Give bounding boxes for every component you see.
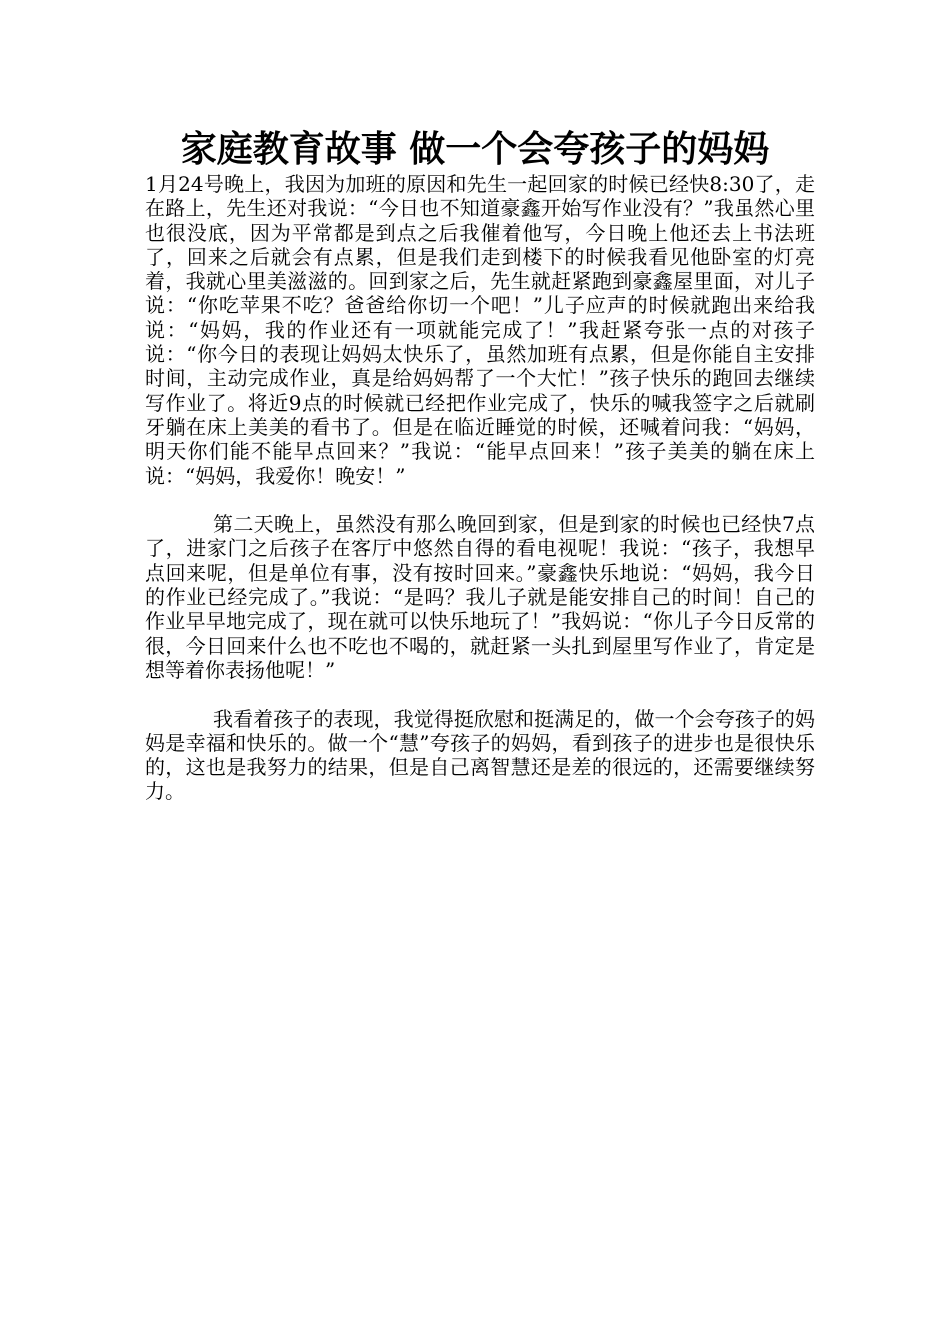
document-body: [145, 172, 815, 804]
document-title: 家庭教育故事 做一个会夸孩子的妈妈: [180, 129, 770, 170]
paragraph-spacer: [145, 488, 815, 512]
paragraph-2: 第二天晚上，虽然没有那么晚回到家，但是到家的时候也已经快7点了，进家门之后孩子在客厅中悠然自得的看电视呢！我说：“孩子，我想早点回来呢，但是单位有事，没有按时回来。”豪鑫快乐地说：“妈妈，我今日的作业已经完成了。”我说：“是吗？我儿子就是能安排自己的时间！自己的作业早早地完成了，现在就可以快乐地玩了！”我妈说：“你儿子今日反常的很，今日回来什么也不吃也不喝的，就赶紧一头扎到屋里写作业了，肯定是想等着你表扬他呢！”: [145, 512, 815, 682]
paragraph-1: 1月24号晚上，我因为加班的原因和先生一起回家的时候已经快8:30了，走在路上，先生还对我说：“今日也不知道豪鑫开始写作业没有？”我虽然心里也很没底，因为平常都是到点之后我催着他写，今日晚上他还去上书法班了，回来之后就会有点累，但是我们走到楼下的时候我看见他卧室的灯亮着，我就心里美滋滋的。回到家之后，先生就赶紧跑到豪鑫屋里面，对儿子说：“你吃苹果不吃？爸爸给你切一个吧！”儿子应声的时候就跑出来给我说：“妈妈，我的作业还有一项就能完成了！”我赶紧夸张一点的对孩子说：“你今日的表现让妈妈太快乐了，虽然加班有点累，但是你能自主安排时间，主动完成作业，真是给妈妈帮了一个大忙！”孩子快乐的跑回去继续写作业了。将近9点的时候就已经把作业完成了，快乐的喊我签字之后就刷牙躺在床上美美的看书了。但是在临近睡觉的时候，还喊着问我：“妈妈，明天你们能不能早点回来？”我说：“能早点回来！”孩子美美的躺在床上说：“妈妈，我爱你！晚安！”: [145, 172, 815, 488]
paragraph-3: 我看着孩子的表现，我觉得挺欣慰和挺满足的，做一个会夸孩子的妈妈是幸福和快乐的。做一个“慧”夸孩子的妈妈，看到孩子的进步也是很快乐的，这也是我努力的结果，但是自己离智慧还是差的很远的，还需要继续努力。: [145, 706, 815, 804]
paragraph-spacer: [145, 682, 815, 706]
